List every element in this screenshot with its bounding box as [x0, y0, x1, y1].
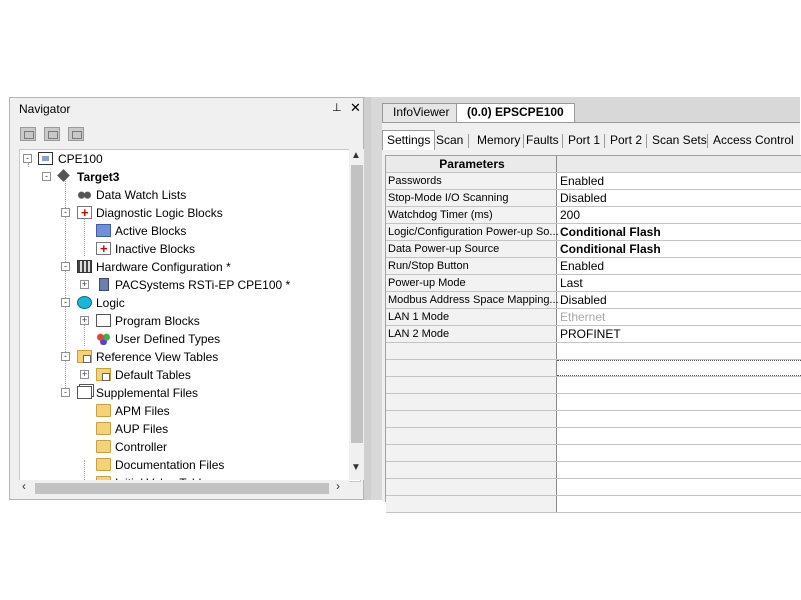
- tab-scan[interactable]: Scan: [436, 133, 464, 147]
- empty-row: [386, 462, 801, 479]
- tree-item-label: Hardware Configuration *: [96, 260, 231, 274]
- table-row[interactable]: [386, 326, 801, 343]
- table-row[interactable]: [386, 190, 801, 207]
- pin-icon[interactable]: ⊥: [332, 102, 342, 114]
- active-blocks-icon: [96, 224, 111, 237]
- param-value[interactable]: Enabled: [560, 174, 605, 188]
- tree-view-icon[interactable]: [44, 127, 60, 141]
- table-row[interactable]: [386, 207, 801, 224]
- param-value[interactable]: Disabled: [560, 293, 607, 307]
- param-name: LAN 1 Mode: [386, 309, 557, 325]
- udt-icon: [96, 332, 111, 345]
- tree-item-label: User Defined Types: [115, 332, 221, 346]
- tab-port-1[interactable]: Port 1: [568, 133, 601, 147]
- tab-separator: [604, 134, 605, 148]
- param-name: LAN 2 Mode: [386, 326, 557, 342]
- param-value: Ethernet: [560, 310, 606, 324]
- tab-separator: [707, 134, 708, 148]
- empty-row: [386, 394, 801, 411]
- empty-row: [386, 360, 801, 377]
- list-view-icon[interactable]: [20, 127, 36, 141]
- diagnostic-blocks-icon: [77, 206, 92, 219]
- empty-row: [386, 496, 801, 513]
- param-name: Run/Stop Button: [386, 258, 557, 274]
- tab-epscpe100[interactable]: (0.0) EPSCPE100: [456, 103, 575, 123]
- editor-panel: [371, 97, 800, 500]
- param-name: Modbus Address Space Mapping...: [388, 294, 559, 306]
- collapse-toggle[interactable]: -: [61, 262, 70, 271]
- param-name: Watchdog Timer (ms): [386, 207, 557, 223]
- tab-settings[interactable]: Settings: [382, 130, 435, 150]
- tree-item-label: Logic: [96, 296, 125, 310]
- table-row[interactable]: [386, 258, 801, 275]
- table-row[interactable]: [386, 309, 801, 326]
- tab-faults[interactable]: Faults: [526, 133, 559, 147]
- tab-scan-sets[interactable]: Scan Sets: [652, 133, 707, 147]
- parameters-grid: [385, 155, 801, 502]
- param-name: Passwords: [386, 173, 557, 189]
- folder-icon: [96, 440, 111, 453]
- tree-item-label: Inactive Blocks: [115, 242, 196, 256]
- collapse-toggle[interactable]: -: [23, 154, 32, 163]
- table-row[interactable]: [386, 241, 801, 258]
- param-name: Data Power-up Source: [386, 241, 557, 257]
- empty-row: [386, 428, 801, 445]
- scroll-right-icon[interactable]: ›: [336, 479, 340, 493]
- watch-list-icon: [77, 188, 92, 201]
- empty-row: [386, 343, 801, 360]
- hardware-config-icon: [77, 260, 92, 273]
- tree-horizontal-scroll-thumb[interactable]: [35, 483, 329, 494]
- empty-row: [386, 411, 801, 428]
- param-name: Power-up Mode: [386, 275, 557, 291]
- parameters-column-header: Parameters: [386, 156, 557, 172]
- tree-item-label: Diagnostic Logic Blocks: [96, 206, 223, 220]
- tree-item-label: Supplemental Files: [96, 386, 199, 400]
- tab-separator: [646, 134, 647, 148]
- tree-item-label: Active Blocks: [115, 224, 187, 238]
- table-row[interactable]: [386, 224, 801, 241]
- tree-item-label: Controller: [115, 440, 168, 454]
- param-name: Logic/Configuration Power-up So...: [388, 226, 559, 238]
- tree-item-label: Data Watch Lists: [96, 188, 187, 202]
- tab-memory[interactable]: Memory: [477, 133, 521, 147]
- empty-row: [386, 377, 801, 394]
- tab-infoviewer[interactable]: InfoViewer: [382, 103, 460, 122]
- properties-view-icon[interactable]: [68, 127, 84, 141]
- folder-icon: [96, 422, 111, 435]
- tab-separator: [562, 134, 563, 148]
- param-value[interactable]: Enabled: [560, 259, 605, 273]
- collapse-toggle[interactable]: -: [61, 298, 70, 307]
- table-row[interactable]: [386, 292, 801, 309]
- table-row[interactable]: [386, 173, 801, 190]
- collapse-toggle[interactable]: -: [42, 172, 51, 181]
- param-value[interactable]: Disabled: [560, 191, 607, 205]
- tree-item-label: Program Blocks: [115, 314, 200, 328]
- navigator-title: Navigator: [19, 102, 71, 116]
- collapse-toggle[interactable]: -: [61, 352, 70, 361]
- target-icon: [57, 170, 72, 183]
- scroll-up-icon[interactable]: ▲: [351, 150, 361, 161]
- logic-icon: [77, 296, 92, 309]
- folder-icon: [96, 458, 111, 471]
- tab-port-2[interactable]: Port 2: [610, 133, 643, 147]
- expand-toggle[interactable]: +: [81, 369, 88, 379]
- tree-item-label: Documentation Files: [115, 458, 225, 472]
- tree-item-label: Target3: [77, 170, 120, 184]
- table-row[interactable]: [386, 275, 801, 292]
- scroll-down-icon[interactable]: ▼: [351, 462, 361, 473]
- tab-access-control[interactable]: Access Control: [713, 133, 794, 147]
- panel-splitter[interactable]: [364, 97, 371, 500]
- param-value[interactable]: Conditional Flash: [560, 242, 661, 256]
- inactive-blocks-icon: [96, 242, 111, 255]
- default-tables-icon: [96, 368, 111, 381]
- supplemental-files-icon: [77, 386, 92, 399]
- cpu-module-icon: [99, 278, 109, 291]
- tab-separator: [468, 134, 469, 148]
- collapse-toggle[interactable]: -: [61, 388, 70, 397]
- reference-tables-icon: [77, 350, 92, 363]
- navigator-panel: [9, 97, 364, 500]
- close-icon[interactable]: ✕: [350, 100, 361, 115]
- tree-item-label: CPE100: [58, 152, 103, 166]
- tree-item-label: Reference View Tables: [96, 350, 219, 364]
- value-column-header: [557, 156, 801, 172]
- project-tree: [19, 149, 361, 482]
- scroll-left-icon[interactable]: ‹: [22, 479, 26, 493]
- expand-toggle[interactable]: +: [81, 279, 88, 289]
- grid-header-row: [386, 156, 801, 173]
- param-value[interactable]: Last: [560, 276, 583, 290]
- folder-icon: [96, 404, 111, 417]
- tree-item-label: PACSystems RSTi-EP CPE100 *: [115, 278, 291, 292]
- param-value[interactable]: Conditional Flash: [560, 225, 661, 239]
- program-blocks-icon: [96, 314, 111, 327]
- hardware-config-editor: [382, 122, 800, 501]
- param-value[interactable]: 200: [560, 208, 581, 222]
- param-value[interactable]: PROFINET: [560, 327, 621, 341]
- tree-item-label: Default Tables: [115, 368, 191, 382]
- collapse-toggle[interactable]: -: [61, 208, 70, 217]
- tree-vertical-scroll-thumb[interactable]: [351, 165, 363, 443]
- tree-item-label: APM Files: [115, 404, 170, 418]
- tree-item-label: AUP Files: [115, 422, 169, 436]
- empty-row: [386, 445, 801, 462]
- project-icon: [38, 152, 53, 165]
- param-name: Stop-Mode I/O Scanning: [386, 190, 557, 206]
- empty-row: [386, 479, 801, 496]
- expand-toggle[interactable]: +: [81, 315, 88, 325]
